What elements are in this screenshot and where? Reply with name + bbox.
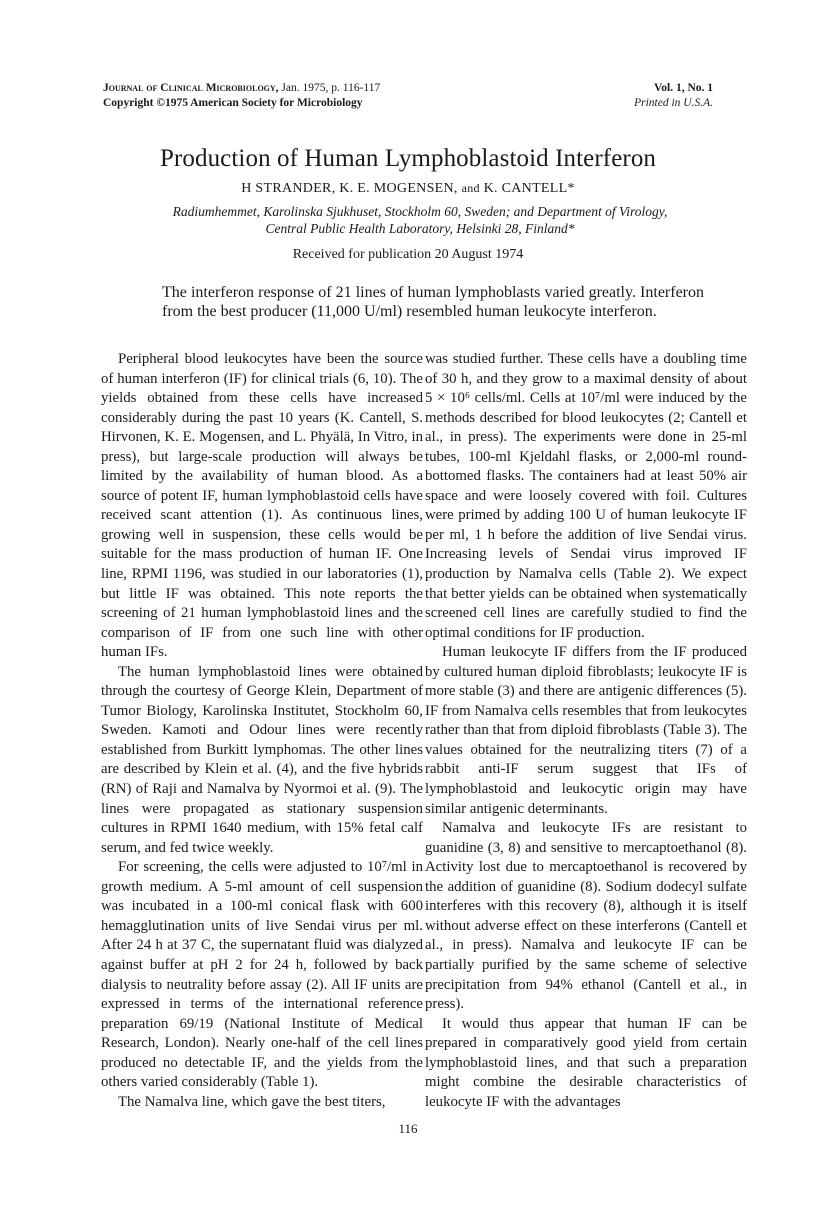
issue-date: Jan. 1975, p. 116-117 (281, 82, 381, 94)
paragraph: Peripheral blood leukocytes have been the source of human interferon (IF) for clinical trials (6, 10). The yields obtained from these cells have increased considerably during the past 10 years (K. Cantell, S. Hirvonen, K. E. Mogensen, and L. Phyälä, In Vitro, in press), but large-scale production will always be limited by the availability of human blood. As a source of potent IF, human lymphoblastoid cells have received scant attention (1). As continuous lines, growing well in suspension, these cells would be suitable for the mass production of human IF. One line, RPMI 1196, was studied in our laboratories (1), but little IF was obtained. This note reports the screening of 21 human lymphoblastoid lines and the comparison of IF from one such line with other human IFs. (101, 351, 423, 661)
paragraph: The Namalva line, which gave the best titers, (118, 1093, 386, 1110)
affiliation-line-2: Central Public Health Laboratory, Helsinki 28, Finland* (265, 221, 575, 236)
printed-in: Printed in U.S.A. (634, 97, 713, 109)
received-date: Received for publication 20 August 1974 (292, 247, 524, 262)
paragraph: The human lymphoblastoid lines were obtained through the courtesy of George Klein, Department of Tumor Biology, Karolinska Institutet, Stockholm 60, Sweden. Kamoti and Odour lines were recently established from Burkitt lymphomas. The other lines are described by Klein et al. (4), and the five hybrids (RN) of Raji and Namalva by Nyormoi et al. (9). The lines were propagated as stationary suspension cultures in RPMI 1640 medium, with 15% fetal calf serum, and fed twice weekly. (101, 663, 423, 856)
paragraph: was studied further. These cells have a doubling time of 30 h, and they grow to a maximal density of about 5 × 10⁶ cells/ml. Cells at 10⁷/ml were induced by the methods described for blood leukocytes (2; Cantell et al., in press). The experiments were done in 25-ml tubes, 100-ml Kjeldahl flasks, or 2,000-ml round-bottomed flasks. The containers had at least 50% air space and were loosely covered with foil. Cultures were primed by adding 100 U of human leukocyte IF per ml, 1 h before the addition of live Sendai virus. Increasing levels of Sendai virus improved IF production by Namalva cells (Table 2). We expect that better yields can be obtained when systematically screened cell lines are carefully studied to find the optimal conditions for IF production. (425, 351, 747, 641)
volume-info: Vol. 1, No. 1 (654, 82, 713, 94)
paragraph: Human leukocyte IF differs from the IF produced by cultured human diploid fibroblasts; leukocyte IF is more stable (3) and there are antigenic differences (5). IF from Namalva cells resembles that from leukocytes rather than that from diploid fibroblasts (Table 3). The values obtained for the neutralizing titers (7) of a rabbit anti-IF serum suggest that IFs of lymphoblastoid and leukocytic origin may have similar antigenic determinants. (425, 644, 747, 817)
affiliation-line-1: Radiumhemmet, Karolinska Sjukhuset, Stockholm 60, Sweden; and Department of Virology, (172, 204, 668, 219)
journal-name: Journal of Clinical Microbiology, (103, 82, 279, 94)
journal-header-left (103, 81, 380, 111)
body-column-left (101, 350, 423, 1112)
affiliations (130, 203, 710, 237)
paragraph: Namalva and leukocyte IFs are resistant to guanidine (3, 8) and sensitive to mercaptoethanol (8). Activity lost due to mercaptoethanol is recovered by the addition of guanidine (8). Sodium dodecyl sulfate interferes with this recovery (8), although it is itself without adverse effect on these interferons (Cantell et al., in press). Namalva and leukocyte IF can be partially purified by the same scheme of selective precipitation from 94% ethanol (Cantell et al., in press). (425, 820, 747, 1013)
abstract (162, 283, 704, 321)
article-title: Production of Human Lymphoblastoid Interferon (159, 145, 657, 172)
paragraph: For screening, the cells were adjusted to 10⁷/ml in growth medium. A 5-ml amount of cell suspension was incubated in a 100-ml conical flask with 600 hemagglutination units of live Sendai virus per ml. After 24 h at 37 C, the supernatant fluid was dialyzed against buffer at pH 2 for 24 h, followed by back dialysis to neutrality before assay (2). All IF units are expressed in terms of the international reference preparation 69/19 (National Institute of Medical Research, London). Nearly one-half of the cell lines produced no detectable IF, and the yields from the others varied considerably (Table 1). (101, 859, 423, 1091)
body-column-right (425, 350, 747, 1112)
authors-main: H STRANDER, K. E. MOGENSEN, (241, 181, 458, 196)
page-number: 116 (398, 1121, 418, 1136)
authors-conjunction: and (461, 181, 480, 195)
authors-last: K. CANTELL* (483, 181, 575, 196)
copyright-line: Copyright ©1975 American Society for Microbiology (103, 97, 363, 109)
abstract-text: The interferon response of 21 lines of human lymphoblasts varied greatly. Interferon from the best producer (11,000 U/ml) resembled human leukocyte interferon. (162, 284, 704, 320)
journal-header-right (634, 81, 713, 111)
paragraph: It would thus appear that human IF can be prepared in comparatively good yield from certain lymphoblastoid lines, and that such a preparation might combine the desirable characteristics of leukocyte IF with the advantages (425, 1015, 747, 1110)
author-list (0, 181, 816, 197)
